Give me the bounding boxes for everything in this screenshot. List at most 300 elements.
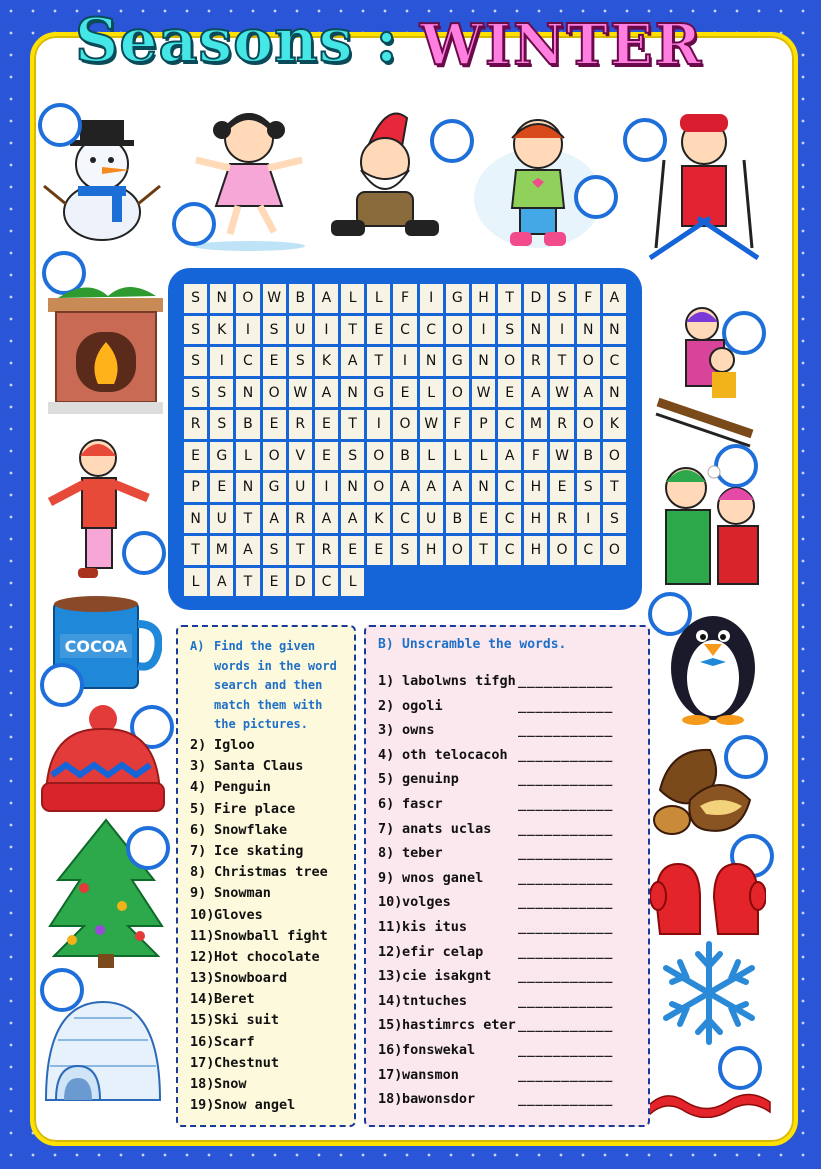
word-search-cell[interactable]: S <box>498 316 521 345</box>
word-search-cell[interactable]: M <box>210 536 233 565</box>
word-search-cell[interactable]: E <box>315 442 338 471</box>
list-item <box>378 1063 640 1088</box>
answer-blank[interactable]: ___________ <box>518 1041 613 1058</box>
word-search-cell[interactable]: T <box>184 536 207 565</box>
word-search-cell[interactable]: T <box>472 536 495 565</box>
word-search-cell[interactable]: I <box>550 316 573 345</box>
item-word: Gloves <box>214 906 263 923</box>
item-number: 11) <box>378 918 403 935</box>
item-word: Snow angel <box>214 1097 296 1114</box>
item-number: 3) <box>190 758 207 775</box>
item-word: Snowboard <box>214 970 288 987</box>
word-search-panel <box>168 268 642 610</box>
word-search-cell[interactable]: H <box>420 536 443 565</box>
word-search-cell[interactable]: S <box>184 379 207 408</box>
scrambled-word: labolwns tifgh <box>402 673 516 689</box>
word-search-cell[interactable]: G <box>263 473 286 502</box>
word-search-cell[interactable]: T <box>550 347 573 376</box>
item-number: 8) <box>190 864 207 881</box>
igloo-picture <box>42 996 164 1108</box>
scrambled-word: hastimrcs eter <box>402 1017 516 1034</box>
answer-circle[interactable] <box>718 1046 762 1090</box>
item-word: Santa Claus <box>214 758 304 775</box>
word-search-cell[interactable]: A <box>603 284 626 313</box>
word-search-cell[interactable]: H <box>524 536 547 565</box>
list-item <box>378 817 640 842</box>
list-item <box>378 743 640 768</box>
word-search-cell[interactable]: T <box>236 568 259 597</box>
scrambled-word: genuinp <box>402 771 459 788</box>
list-item <box>190 989 328 1010</box>
word-search-cell[interactable]: P <box>184 473 207 502</box>
word-search-cell[interactable]: O <box>577 410 600 439</box>
word-search-cell[interactable]: R <box>289 505 312 534</box>
section-a-word-list <box>190 735 328 1116</box>
answer-circle[interactable] <box>40 663 84 707</box>
list-item <box>190 862 328 883</box>
item-number: 11) <box>190 927 215 944</box>
word-search-cell[interactable]: H <box>524 505 547 534</box>
word-search-cell[interactable]: D <box>524 284 547 313</box>
item-number: 18) <box>190 1076 215 1092</box>
item-number: 13) <box>378 968 403 985</box>
word-search-cell[interactable]: R <box>315 536 338 565</box>
word-search-cell[interactable]: K <box>603 410 626 439</box>
item-number: 10) <box>190 906 215 923</box>
scrambled-word: cie isakgnt <box>402 968 492 985</box>
word-search-cell[interactable]: N <box>184 505 207 534</box>
list-item <box>378 915 640 940</box>
word-search-cell[interactable]: F <box>393 284 416 313</box>
word-search-grid <box>184 284 626 596</box>
list-item <box>378 1087 640 1112</box>
word-search-cell[interactable]: A <box>236 536 259 565</box>
word-search-cell[interactable]: O <box>393 410 416 439</box>
word-search-cell[interactable]: B <box>289 284 312 313</box>
word-search-cell[interactable]: L <box>341 284 364 313</box>
word-search-cell[interactable]: C <box>315 568 338 597</box>
item-word: Snowman <box>214 885 271 902</box>
word-search-cell[interactable]: I <box>367 410 390 439</box>
item-word: Snowball fight <box>214 927 328 944</box>
list-item <box>378 694 640 719</box>
word-search-cell[interactable]: U <box>420 505 443 534</box>
item-number: 4) <box>378 746 395 763</box>
word-search-cell[interactable]: T <box>367 347 390 376</box>
word-search-cell[interactable]: I <box>315 473 338 502</box>
word-search-cell[interactable]: A <box>341 347 364 376</box>
word-search-cell[interactable]: N <box>341 473 364 502</box>
word-search-cell[interactable]: O <box>446 536 469 565</box>
answer-blank[interactable]: ___________ <box>518 820 613 837</box>
word-search-cell[interactable]: N <box>577 316 600 345</box>
word-search-cell[interactable]: G <box>210 442 233 471</box>
word-search-cell[interactable]: T <box>498 284 521 313</box>
page-title <box>40 6 780 96</box>
scrambled-word: ogoli <box>402 697 443 714</box>
item-number: 16) <box>190 1033 215 1050</box>
word-search-cell[interactable]: A <box>446 473 469 502</box>
answer-circle[interactable] <box>430 119 474 163</box>
list-item <box>378 767 640 792</box>
word-search-cell[interactable]: L <box>472 442 495 471</box>
list-item <box>378 718 640 743</box>
item-number: 7) <box>190 842 207 859</box>
list-item <box>190 1032 328 1053</box>
item-number: 5) <box>190 800 207 817</box>
list-item <box>378 792 640 817</box>
word-search-cell[interactable]: H <box>472 284 495 313</box>
word-search-cell[interactable]: N <box>420 347 443 376</box>
word-search-cell[interactable]: B <box>446 505 469 534</box>
item-number: 6) <box>378 795 395 812</box>
answer-blank[interactable]: ___________ <box>518 771 613 788</box>
fire-place-picture <box>48 268 163 416</box>
answer-circle[interactable] <box>38 103 82 147</box>
word-search-cell[interactable]: R <box>524 347 547 376</box>
snowboard-sled-picture <box>652 298 762 448</box>
item-number: 7) <box>378 820 395 837</box>
answer-circle[interactable] <box>122 531 166 575</box>
answer-blank[interactable]: ___________ <box>518 992 613 1009</box>
title-winter: WINTER <box>420 12 704 78</box>
word-search-cell[interactable]: O <box>446 379 469 408</box>
answer-circle[interactable] <box>172 202 216 246</box>
item-word: Snowflake <box>214 821 288 838</box>
word-search-cell[interactable]: S <box>289 347 312 376</box>
section-b-label: B) <box>378 637 394 652</box>
word-search-cell[interactable]: L <box>420 379 443 408</box>
word-search-cell[interactable]: E <box>498 379 521 408</box>
word-search-cell[interactable]: C <box>577 536 600 565</box>
word-search-cell[interactable]: O <box>236 284 259 313</box>
word-search-cell[interactable]: N <box>524 316 547 345</box>
word-search-cell[interactable]: C <box>498 505 521 534</box>
list-item <box>190 777 328 798</box>
word-search-cell[interactable]: T <box>341 410 364 439</box>
word-search-cell[interactable]: W <box>550 442 573 471</box>
word-search-cell[interactable]: O <box>577 347 600 376</box>
list-item <box>378 964 640 989</box>
word-search-cell[interactable]: E <box>367 536 390 565</box>
word-search-cell[interactable]: B <box>236 410 259 439</box>
word-search-cell[interactable]: W <box>472 379 495 408</box>
item-number: 12) <box>190 948 215 965</box>
word-search-cell[interactable]: P <box>472 410 495 439</box>
word-search-cell[interactable]: I <box>393 347 416 376</box>
answer-blank[interactable]: ___________ <box>518 673 613 689</box>
word-search-cell[interactable]: W <box>420 410 443 439</box>
item-number: 6) <box>190 821 207 838</box>
word-search-cell[interactable]: O <box>263 379 286 408</box>
list-item <box>190 1010 328 1031</box>
item-number: 16) <box>378 1041 403 1058</box>
word-search-cell[interactable]: S <box>184 347 207 376</box>
word-search-cell[interactable]: O <box>367 473 390 502</box>
word-search-cell[interactable]: R <box>289 410 312 439</box>
word-search-cell[interactable]: L <box>367 284 390 313</box>
list-item <box>190 905 328 926</box>
word-search-cell[interactable]: R <box>550 410 573 439</box>
word-search-cell[interactable]: A <box>315 505 338 534</box>
word-search-cell[interactable]: G <box>446 284 469 313</box>
word-search-cell[interactable]: I <box>472 316 495 345</box>
word-search-cell[interactable]: O <box>367 442 390 471</box>
word-search-cell[interactable]: H <box>524 473 547 502</box>
list-item <box>190 926 328 947</box>
word-search-cell[interactable]: C <box>498 410 521 439</box>
item-word: Hot chocolate <box>214 948 320 965</box>
word-search-cell[interactable]: N <box>341 379 364 408</box>
scrambled-word: efir celap <box>402 943 484 960</box>
answer-blank[interactable]: ___________ <box>518 1066 613 1083</box>
beret-hat-picture <box>40 705 166 815</box>
list-item <box>190 820 328 841</box>
scrambled-word: kis itus <box>402 918 468 935</box>
list-item <box>190 883 328 904</box>
word-search-cell[interactable]: N <box>472 347 495 376</box>
answer-circle[interactable] <box>574 175 618 219</box>
answer-blank[interactable]: ___________ <box>518 697 613 714</box>
word-search-cell[interactable]: A <box>315 284 338 313</box>
word-search-cell[interactable]: M <box>524 410 547 439</box>
word-search-cell[interactable]: E <box>472 505 495 534</box>
word-search-cell[interactable]: C <box>393 316 416 345</box>
word-search-cell[interactable]: S <box>341 442 364 471</box>
word-search-cell[interactable]: I <box>577 505 600 534</box>
word-search-cell[interactable]: D <box>289 568 312 597</box>
word-search-cell[interactable]: S <box>263 316 286 345</box>
scrambled-word: fascr <box>402 795 443 812</box>
word-search-cell[interactable]: V <box>289 442 312 471</box>
section-a-label: A) <box>190 639 205 653</box>
item-number: 18) <box>378 1091 403 1108</box>
word-search-cell[interactable]: N <box>603 316 626 345</box>
word-search-cell[interactable]: K <box>315 347 338 376</box>
list-item <box>190 947 328 968</box>
word-search-cell[interactable]: I <box>210 347 233 376</box>
word-search-cell[interactable]: T <box>289 536 312 565</box>
item-number: 8) <box>378 845 395 862</box>
item-number: 15) <box>378 1017 403 1034</box>
word-search-cell[interactable]: A <box>210 568 233 597</box>
word-search-cell[interactable]: O <box>550 536 573 565</box>
answer-blank[interactable]: ___________ <box>518 943 613 960</box>
word-search-cell[interactable]: G <box>367 379 390 408</box>
item-number: 9) <box>378 869 395 886</box>
word-search-cell[interactable]: O <box>498 347 521 376</box>
word-search-cell[interactable]: S <box>210 379 233 408</box>
item-word: Ski suit <box>214 1012 280 1029</box>
word-search-cell[interactable]: U <box>289 316 312 345</box>
word-search-cell[interactable]: F <box>524 442 547 471</box>
word-search-cell[interactable]: S <box>263 536 286 565</box>
scrambled-word: oth telocacoh <box>402 746 508 763</box>
item-number: 14) <box>190 991 215 1008</box>
word-search-cell[interactable]: E <box>263 568 286 597</box>
word-search-cell[interactable]: A <box>498 442 521 471</box>
word-search-cell[interactable]: F <box>577 284 600 313</box>
word-search-cell[interactable]: L <box>420 442 443 471</box>
item-number: 12) <box>378 943 403 960</box>
scrambled-word: owns <box>402 722 435 739</box>
item-word: Scarf <box>214 1033 255 1050</box>
word-search-cell[interactable]: L <box>184 568 207 597</box>
word-search-cell[interactable]: A <box>263 505 286 534</box>
list-item <box>190 1053 328 1074</box>
word-search-cell[interactable]: U <box>210 505 233 534</box>
word-search-cell[interactable]: I <box>236 316 259 345</box>
word-search-cell[interactable]: R <box>550 505 573 534</box>
answer-circle[interactable] <box>623 118 667 162</box>
section-b-box <box>364 625 650 1127</box>
list-item <box>190 1074 328 1095</box>
answer-blank[interactable]: ___________ <box>518 845 613 862</box>
word-search-cell[interactable]: C <box>236 347 259 376</box>
item-word: Snow <box>214 1076 247 1092</box>
word-search-cell[interactable]: S <box>184 284 207 313</box>
scrambled-word: bawonsdor <box>402 1091 476 1108</box>
section-b-instruction-text: Unscramble the words. <box>402 637 567 652</box>
word-search-cell[interactable]: T <box>236 505 259 534</box>
word-search-cell[interactable]: N <box>603 379 626 408</box>
item-number: 9) <box>190 885 207 902</box>
word-search-cell[interactable]: E <box>184 442 207 471</box>
answer-blank[interactable]: ___________ <box>518 1017 613 1034</box>
scrambled-word: tntuches <box>402 992 468 1009</box>
word-search-cell[interactable]: E <box>210 473 233 502</box>
answer-blank[interactable]: ___________ <box>518 1091 613 1108</box>
item-number: 14) <box>378 992 403 1009</box>
answer-circle[interactable] <box>126 826 170 870</box>
word-search-cell[interactable]: E <box>393 379 416 408</box>
word-search-cell[interactable]: A <box>341 505 364 534</box>
word-search-cell[interactable]: B <box>393 442 416 471</box>
scrambled-word: volges <box>402 894 451 911</box>
list-item <box>378 989 640 1014</box>
item-word: Chestnut <box>214 1054 280 1071</box>
title-seasons: Seasons : <box>75 6 399 76</box>
word-search-cell[interactable]: T <box>603 473 626 502</box>
answer-blank[interactable]: ___________ <box>518 746 613 763</box>
word-search-cell[interactable]: S <box>603 505 626 534</box>
word-search-cell[interactable]: I <box>420 284 443 313</box>
word-search-cell[interactable]: O <box>446 316 469 345</box>
list-item <box>378 669 640 694</box>
word-search-cell[interactable]: L <box>236 442 259 471</box>
word-search-cell[interactable]: E <box>367 316 390 345</box>
answer-blank[interactable]: ___________ <box>518 722 613 739</box>
word-search-cell[interactable]: C <box>498 536 521 565</box>
snowflake-picture <box>654 940 764 1046</box>
scrambled-word: teber <box>402 845 443 862</box>
word-search-cell[interactable]: N <box>472 473 495 502</box>
item-number: 10) <box>378 894 403 911</box>
word-search-cell[interactable]: C <box>498 473 521 502</box>
item-number: 15) <box>190 1012 215 1029</box>
list-item <box>190 799 328 820</box>
word-search-cell[interactable]: W <box>289 379 312 408</box>
word-search-cell[interactable]: A <box>577 379 600 408</box>
word-search-cell[interactable]: C <box>393 505 416 534</box>
word-search-cell[interactable]: E <box>315 410 338 439</box>
item-number: 4) <box>190 779 207 796</box>
word-search-cell[interactable]: W <box>550 379 573 408</box>
word-search-cell[interactable]: C <box>420 316 443 345</box>
word-search-cell[interactable]: T <box>341 316 364 345</box>
list-item <box>378 1038 640 1063</box>
word-search-cell[interactable]: U <box>289 473 312 502</box>
list-item <box>378 890 640 915</box>
word-search-cell[interactable]: S <box>577 473 600 502</box>
item-number: 1) <box>378 673 395 689</box>
word-search-cell[interactable]: A <box>524 379 547 408</box>
word-search-cell[interactable]: B <box>577 442 600 471</box>
item-word: Beret <box>214 991 255 1008</box>
list-item <box>190 841 328 862</box>
word-search-cell[interactable]: L <box>446 442 469 471</box>
word-search-cell[interactable]: W <box>263 284 286 313</box>
item-number: 13) <box>190 970 215 987</box>
answer-blank[interactable]: ___________ <box>518 795 613 812</box>
word-search-cell[interactable]: A <box>315 379 338 408</box>
word-search-cell[interactable]: S <box>550 284 573 313</box>
word-search-cell[interactable]: F <box>446 410 469 439</box>
word-search-cell[interactable]: A <box>420 473 443 502</box>
word-search-cell[interactable]: E <box>263 347 286 376</box>
answer-blank[interactable]: ___________ <box>518 918 613 935</box>
word-search-cell[interactable]: E <box>341 536 364 565</box>
section-a-box <box>176 625 356 1127</box>
word-search-cell[interactable]: K <box>210 316 233 345</box>
word-search-cell[interactable]: G <box>446 347 469 376</box>
word-search-cell[interactable]: N <box>236 473 259 502</box>
answer-blank[interactable]: ___________ <box>518 894 613 911</box>
word-search-cell[interactable]: N <box>210 284 233 313</box>
scrambled-word: wansmon <box>402 1066 459 1083</box>
list-item <box>378 940 640 965</box>
item-number: 17) <box>378 1066 403 1083</box>
word-search-cell[interactable]: S <box>393 536 416 565</box>
word-search-cell[interactable]: O <box>603 442 626 471</box>
word-search-cell[interactable]: I <box>315 316 338 345</box>
svg-text:COCOA: COCOA <box>64 637 128 656</box>
scrambled-word: wnos ganel <box>402 869 484 886</box>
word-search-cell[interactable]: E <box>263 410 286 439</box>
word-search-cell[interactable]: R <box>184 410 207 439</box>
section-b-scramble-list <box>378 669 640 1112</box>
list-item <box>378 866 640 891</box>
word-search-cell[interactable]: S <box>210 410 233 439</box>
word-search-cell[interactable]: K <box>367 505 390 534</box>
item-number: 5) <box>378 771 395 788</box>
word-search-cell[interactable]: L <box>341 568 364 597</box>
list-item <box>190 756 328 777</box>
word-search-cell[interactable]: C <box>603 347 626 376</box>
answer-blank[interactable]: ___________ <box>518 869 613 886</box>
word-search-cell[interactable]: E <box>550 473 573 502</box>
section-b-instruction <box>378 637 566 652</box>
word-search-cell[interactable]: N <box>236 379 259 408</box>
item-number: 19) <box>190 1097 215 1114</box>
list-item <box>378 1013 640 1038</box>
penguin-picture <box>664 600 762 726</box>
word-search-cell[interactable]: A <box>393 473 416 502</box>
word-search-cell[interactable]: O <box>263 442 286 471</box>
answer-blank[interactable]: ___________ <box>518 968 613 985</box>
word-search-cell[interactable]: S <box>184 316 207 345</box>
word-search-cell[interactable]: O <box>603 536 626 565</box>
